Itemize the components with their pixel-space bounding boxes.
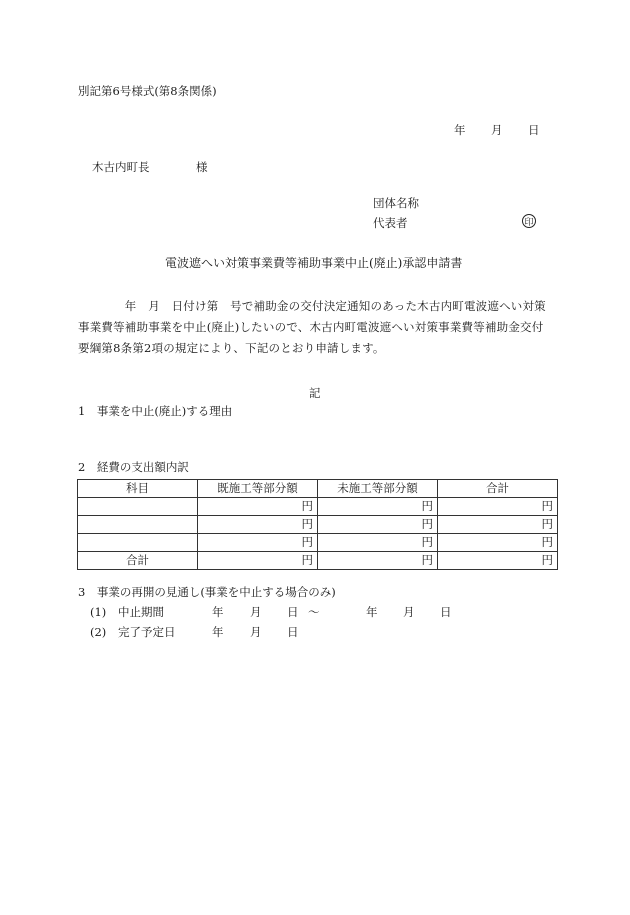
- item-1-month: 月: [250, 605, 262, 619]
- section-2-heading: 2 経費の支出額内訳: [78, 460, 189, 474]
- date-day: 日: [528, 123, 540, 137]
- item-1-year: 年: [212, 605, 224, 619]
- table-row: [78, 534, 558, 552]
- body-line-2: 事業費等補助事業を中止(廃止)したいので、木古内町電波遮へい対策事業費等補助金交付: [78, 320, 544, 334]
- date-month: 月: [491, 123, 503, 137]
- header-completed-amount: 既施工等部分額: [198, 480, 318, 498]
- form-number: 別記第6号様式(第8条関係): [78, 84, 217, 98]
- yen-cell: 円: [438, 516, 558, 534]
- item-2-day: 日: [287, 625, 299, 639]
- item-1-end-year: 年: [366, 605, 378, 619]
- yen-cell: 円: [198, 534, 318, 552]
- table-header-row: [78, 480, 558, 498]
- section-3-heading: 3 事業の再開の見通し(事業を中止する場合のみ): [78, 585, 336, 599]
- row-label: [78, 516, 198, 534]
- table-row: [78, 516, 558, 534]
- item-1-tilde: ～: [308, 605, 320, 619]
- organization-label: 団体名称: [373, 196, 419, 210]
- table-total-row: [78, 552, 558, 570]
- body-line-1: 年 月 日付け第 号で補助金の交付決定通知のあった木古内町電波遮へい対策: [78, 299, 546, 313]
- yen-cell: 円: [198, 552, 318, 570]
- table-row: [78, 498, 558, 516]
- item-1-end-day: 日: [440, 605, 452, 619]
- addressee-name: 木古内町長: [92, 160, 150, 174]
- header-item: 科目: [78, 480, 198, 498]
- yen-cell: 円: [318, 498, 438, 516]
- body-line-3: 要綱第8条第2項の規定により、下記のとおり申請します。: [78, 341, 385, 355]
- yen-cell: 円: [318, 516, 438, 534]
- item-1-number: (1): [90, 605, 107, 619]
- document-title: 電波遮へい対策事業費等補助事業中止(廃止)承認申請書: [165, 256, 463, 270]
- date-year: 年: [454, 123, 466, 137]
- yen-cell: 円: [438, 534, 558, 552]
- yen-cell: 円: [318, 534, 438, 552]
- yen-cell: 円: [198, 516, 318, 534]
- item-2-number: (2): [90, 625, 107, 639]
- addressee-honorific: 様: [196, 160, 208, 174]
- yen-cell: 円: [438, 498, 558, 516]
- row-label: [78, 498, 198, 516]
- expense-table: [77, 479, 558, 570]
- representative-label: 代表者: [373, 216, 408, 230]
- item-1-label: 中止期間: [118, 605, 164, 619]
- ki-heading: 記: [309, 386, 321, 400]
- yen-cell: 円: [438, 552, 558, 570]
- item-2-label: 完了予定日: [118, 625, 176, 639]
- item-2-year: 年: [212, 625, 224, 639]
- item-1-end-month: 月: [403, 605, 415, 619]
- header-uncompleted-amount: 未施工等部分額: [318, 480, 438, 498]
- row-label: [78, 534, 198, 552]
- yen-cell: 円: [318, 552, 438, 570]
- seal-mark-icon: 印: [522, 214, 536, 228]
- item-1-day: 日: [287, 605, 299, 619]
- item-2-month: 月: [250, 625, 262, 639]
- yen-cell: 円: [198, 498, 318, 516]
- row-label-total: 合計: [78, 552, 198, 570]
- section-1-heading: 1 事業を中止(廃止)する理由: [78, 404, 233, 418]
- header-total: 合計: [438, 480, 558, 498]
- body-paragraph: [78, 296, 558, 359]
